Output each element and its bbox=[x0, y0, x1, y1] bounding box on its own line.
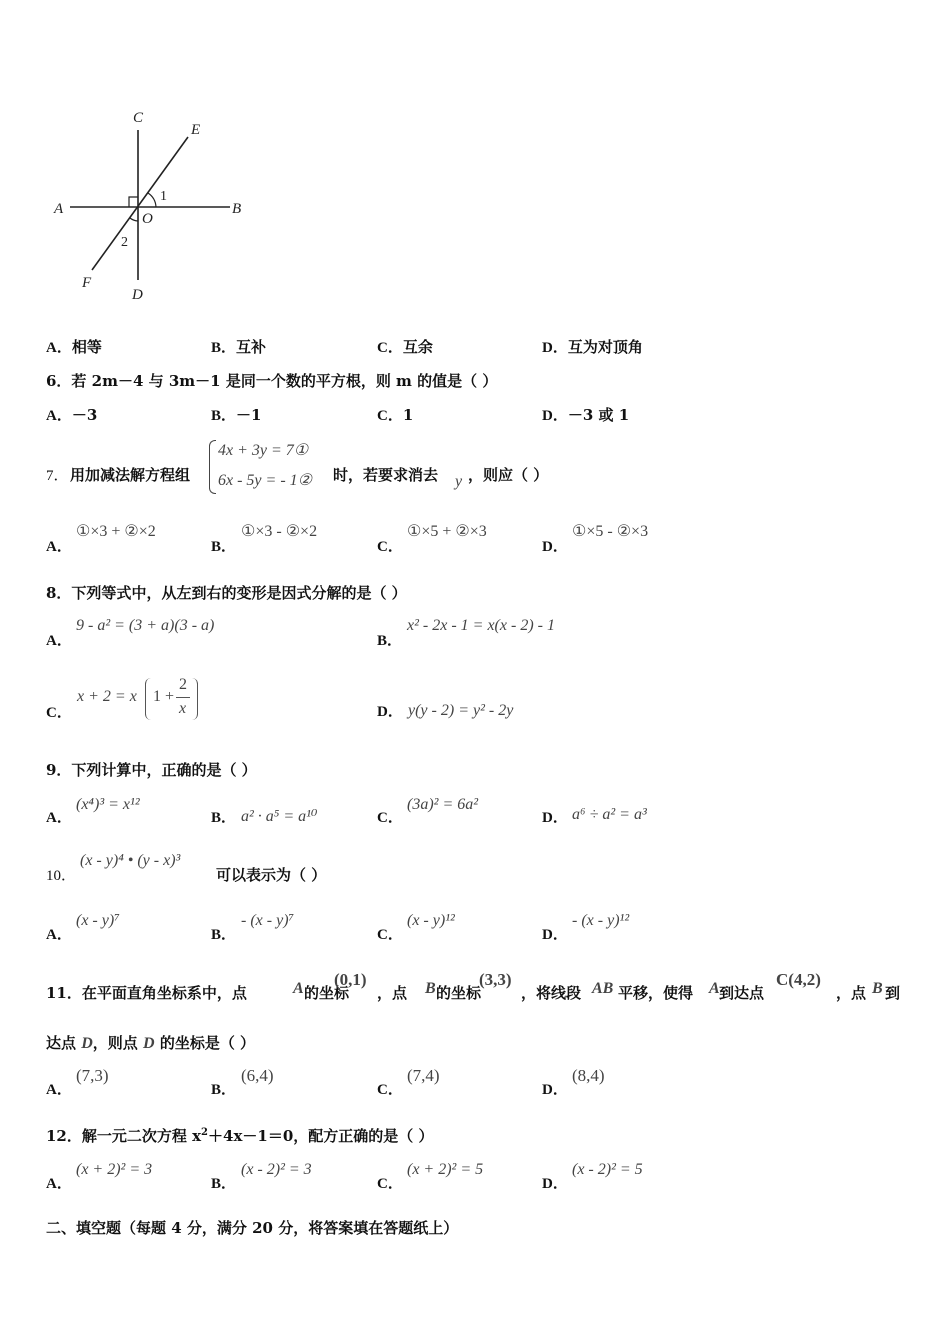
option-text: (x - y)⁷ bbox=[76, 912, 120, 929]
q11-point-a: A bbox=[709, 980, 720, 997]
q7-var: y bbox=[455, 473, 463, 490]
option-label: C． bbox=[46, 705, 72, 721]
option-label: D． bbox=[542, 1176, 568, 1192]
option-text: (7,4) bbox=[407, 1066, 440, 1085]
q11-point-d: D bbox=[143, 1035, 155, 1052]
label-o: O bbox=[142, 211, 153, 227]
option-label: C． bbox=[377, 810, 403, 826]
q11-text: 的坐标 bbox=[304, 984, 350, 1002]
q11-point-b: B bbox=[872, 980, 883, 997]
q11-segment-ab: AB bbox=[592, 980, 614, 997]
option-label: B． bbox=[377, 633, 403, 649]
option-text: (x⁴)³ = x¹² bbox=[76, 796, 140, 813]
q7-eq2: 6x - 5y = - 1② bbox=[218, 472, 312, 489]
option-label: A． bbox=[46, 539, 72, 555]
fraction-bar bbox=[176, 697, 190, 698]
fraction-denominator: x bbox=[179, 700, 187, 717]
option-label: D． bbox=[542, 408, 568, 424]
q11-point-c: C(4,2) bbox=[776, 970, 821, 989]
angle-1-arc bbox=[148, 193, 156, 207]
q11-text: ，将线段 bbox=[521, 984, 582, 1002]
label-d: D bbox=[132, 287, 143, 303]
q11-text: 平移，使得 bbox=[618, 984, 694, 1002]
option-label: D． bbox=[542, 810, 568, 826]
q6-option-b[interactable] bbox=[211, 404, 261, 425]
label-1: 1 bbox=[160, 189, 167, 204]
option-text: (x + 2)² = 5 bbox=[407, 1161, 484, 1178]
option-text: －3 bbox=[71, 406, 98, 424]
angle-figure bbox=[40, 100, 260, 310]
q11-text: 的坐标是（ ） bbox=[154, 1034, 256, 1052]
option-text: (x - 2)² = 3 bbox=[241, 1161, 312, 1178]
q10-num: 10． bbox=[46, 868, 77, 884]
q6-stem: 6．若 2m－4 与 3m－1 是同一个数的平方根，则 m 的值是（ ） bbox=[46, 372, 498, 390]
option-label: A． bbox=[46, 810, 72, 826]
option-text: a⁶ ÷ a² = a³ bbox=[572, 806, 647, 823]
q7-stem-b: 时，若要求消去 bbox=[333, 466, 439, 484]
option-label: A． bbox=[46, 340, 72, 356]
option-label: B． bbox=[211, 340, 237, 356]
q10-expr: (x - y)⁴ • (y - x)³ bbox=[80, 852, 181, 869]
option-text: a² · a⁵ = a¹⁰ bbox=[241, 808, 318, 825]
option-text: - (x - y)¹² bbox=[572, 912, 630, 929]
q11-text: 达点 bbox=[46, 1034, 82, 1052]
option-label: D． bbox=[542, 1082, 568, 1098]
option-label: D． bbox=[542, 927, 568, 943]
option-label: D． bbox=[542, 340, 568, 356]
option-label: C． bbox=[377, 539, 403, 555]
q11-point-b: B bbox=[425, 980, 436, 997]
q11-text: ，点 bbox=[836, 984, 867, 1002]
option-text: ①×5 - ②×3 bbox=[572, 523, 649, 540]
option-text: ①×3 + ②×2 bbox=[76, 523, 156, 540]
q11-text: 到达点 bbox=[719, 984, 765, 1002]
q11-point-a: A bbox=[293, 980, 304, 997]
q5-option-b[interactable] bbox=[211, 336, 266, 357]
q8-option-c[interactable] bbox=[46, 676, 246, 726]
option-text: 互补 bbox=[236, 338, 267, 356]
option-label: C． bbox=[377, 408, 403, 424]
option-text: －1 bbox=[236, 406, 262, 424]
option-label: B． bbox=[211, 408, 237, 424]
q11-text: 11．在平面直角坐标系中，点 bbox=[46, 984, 247, 1002]
q7-stem-c: ，则应（ ） bbox=[468, 466, 549, 484]
option-label: B． bbox=[211, 927, 237, 943]
option-text: x² - 2x - 1 = x(x - 2) - 1 bbox=[407, 617, 555, 634]
option-text: (6,4) bbox=[241, 1066, 274, 1085]
option-label: B． bbox=[211, 1082, 237, 1098]
option-text: (3a)² = 6a² bbox=[407, 796, 479, 813]
paren-right bbox=[192, 678, 198, 720]
option-text: (7,3) bbox=[76, 1066, 109, 1085]
option-label: A． bbox=[46, 1176, 72, 1192]
option-label: C． bbox=[377, 340, 403, 356]
option-label: D． bbox=[377, 704, 403, 720]
q11-point-d: D bbox=[81, 1035, 93, 1052]
option-text: 9 - a² = (3 + a)(3 - a) bbox=[76, 617, 215, 634]
label-e: E bbox=[191, 122, 201, 138]
label-2: 2 bbox=[121, 235, 128, 250]
q6-option-c[interactable] bbox=[377, 404, 413, 425]
q11-coord-b: (3,3) bbox=[479, 970, 512, 989]
option-label: A． bbox=[46, 1082, 72, 1098]
label-f: F bbox=[82, 275, 92, 291]
option-text: - (x - y)⁷ bbox=[241, 912, 295, 929]
option-text: y(y - 2) = y² - 2y bbox=[408, 702, 514, 719]
line-ef bbox=[92, 137, 188, 270]
option-text: x + 2 = x bbox=[77, 688, 137, 705]
q5-option-a[interactable] bbox=[46, 336, 102, 357]
option-label: A． bbox=[46, 408, 72, 424]
right-angle-mark bbox=[129, 197, 138, 207]
q11-coord-a: (0,1) bbox=[334, 970, 367, 989]
option-text: ①×5 + ②×3 bbox=[407, 523, 487, 540]
label-c: C bbox=[133, 110, 144, 126]
option-label: B． bbox=[211, 539, 237, 555]
q11-text: 到 bbox=[885, 984, 901, 1002]
q5-option-d[interactable] bbox=[542, 336, 643, 357]
option-text: 相等 bbox=[71, 338, 102, 356]
option-text: 1 bbox=[402, 406, 414, 424]
paren-left bbox=[145, 678, 151, 720]
q12-stem-b: ＋4x－1＝0，配方正确的是（ ） bbox=[208, 1127, 434, 1145]
option-label: C． bbox=[377, 1082, 403, 1098]
option-text: (8,4) bbox=[572, 1066, 605, 1085]
q7-system-brace bbox=[209, 440, 216, 494]
option-text: －3 或 1 bbox=[567, 406, 630, 424]
q12-stem bbox=[46, 1125, 434, 1146]
angle-2-arc bbox=[130, 218, 138, 221]
option-text: ①×3 - ②×2 bbox=[241, 523, 318, 540]
q7-num: 7． bbox=[46, 468, 69, 484]
fraction-numerator: 2 bbox=[179, 676, 187, 693]
q11-text: 的坐标 bbox=[436, 984, 482, 1002]
q10-stem: 可以表示为（ ） bbox=[216, 866, 327, 884]
option-label: C． bbox=[377, 1176, 403, 1192]
section-2-title: 二、填空题（每题 4 分，满分 20 分，将答案填在答题纸上） bbox=[46, 1219, 459, 1237]
q6-option-d[interactable] bbox=[542, 404, 629, 425]
label-b: B bbox=[232, 201, 242, 217]
option-text: 互为对顶角 bbox=[567, 338, 643, 356]
q11-text: ，点 bbox=[377, 984, 408, 1002]
option-text: (x + 2)² = 3 bbox=[76, 1161, 153, 1178]
q5-option-c[interactable] bbox=[377, 336, 433, 357]
q6-option-a[interactable] bbox=[46, 404, 97, 425]
option-label: B． bbox=[211, 1176, 237, 1192]
label-a: A bbox=[54, 201, 64, 217]
option-text: (x - y)¹² bbox=[407, 912, 455, 929]
q11-line2 bbox=[46, 1032, 255, 1053]
q11-text: ，则点 bbox=[92, 1034, 144, 1052]
option-text: 互余 bbox=[402, 338, 433, 356]
q7-eq1: 4x + 3y = 7① bbox=[218, 442, 309, 459]
option-label: C． bbox=[377, 927, 403, 943]
q8-stem: 8．下列等式中，从左到右的变形是因式分解的是（ ） bbox=[46, 584, 407, 602]
q7-stem-a: 用加减法解方程组 bbox=[70, 466, 191, 484]
option-text: (x - 2)² = 5 bbox=[572, 1161, 643, 1178]
q9-stem: 9．下列计算中，正确的是（ ） bbox=[46, 761, 257, 779]
option-label: A． bbox=[46, 927, 72, 943]
q12-stem-a: 12．解一元二次方程 x bbox=[46, 1127, 202, 1145]
one-plus: 1 + bbox=[153, 688, 175, 705]
option-label: D． bbox=[542, 539, 568, 555]
q12-stem-sup: 2 bbox=[201, 1127, 209, 1138]
option-label: A． bbox=[46, 633, 72, 649]
option-label: B． bbox=[211, 810, 237, 826]
